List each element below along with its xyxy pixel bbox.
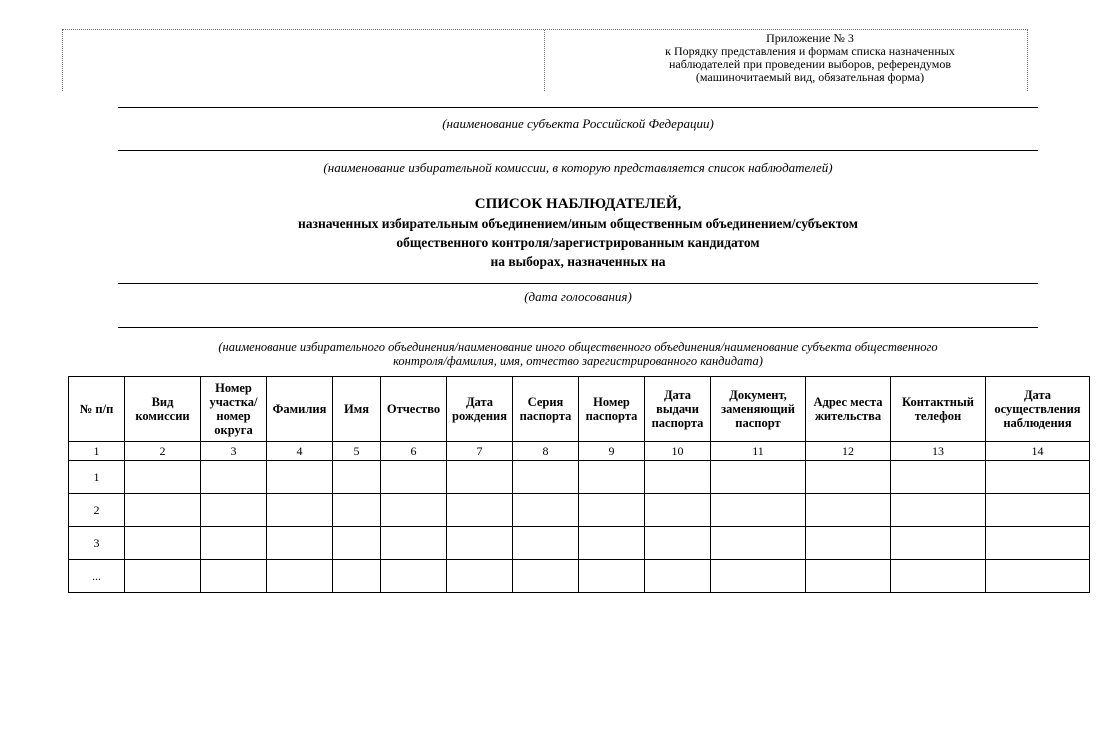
vote-date-caption: (дата голосования) [524, 289, 632, 304]
table-cell[interactable] [645, 560, 711, 593]
table-cell[interactable] [333, 527, 381, 560]
table-cell[interactable] [711, 527, 806, 560]
organization-caption [130, 340, 1026, 368]
table-cell[interactable] [891, 461, 986, 494]
table-cell[interactable] [711, 494, 806, 527]
table-cell[interactable] [986, 527, 1090, 560]
header-cell: № п/п [69, 377, 125, 442]
table-cell[interactable] [806, 527, 891, 560]
table-cell[interactable] [333, 494, 381, 527]
table-cell[interactable] [806, 494, 891, 527]
table-row [69, 494, 1090, 527]
table-cell[interactable] [579, 560, 645, 593]
commission-caption: (наименование избирательной комиссии, в которую представляется список наблюдателей) [323, 160, 833, 175]
table-cell[interactable] [711, 560, 806, 593]
organization-caption-line-1: (наименование избирательного объединения/наименование иного общественного объединения/наименование субъекта общественного [218, 340, 938, 354]
table-cell[interactable] [806, 560, 891, 593]
table-cell[interactable] [579, 494, 645, 527]
table-cell[interactable] [513, 494, 579, 527]
column-number-cell: 12 [806, 442, 891, 461]
table-cell[interactable] [267, 560, 333, 593]
organization-caption-line-2: контроля/фамилия, имя, отчество зарегистрированного кандидата) [393, 354, 763, 368]
column-number-cell: 10 [645, 442, 711, 461]
organization-fill-line [118, 327, 1038, 328]
header-cell: Номер паспорта [579, 377, 645, 442]
column-number-cell: 6 [381, 442, 447, 461]
subject-fill-line [118, 107, 1038, 108]
table-cell[interactable] [381, 560, 447, 593]
table-cell[interactable] [381, 527, 447, 560]
table-cell[interactable] [645, 461, 711, 494]
appendix-line-2: к Порядку представления и формам списка назначенных [665, 44, 955, 58]
table-cell[interactable] [891, 494, 986, 527]
table-cell[interactable] [267, 461, 333, 494]
column-number-cell: 7 [447, 442, 513, 461]
column-number-cell: 2 [125, 442, 201, 461]
vote-date-fill-line [118, 283, 1038, 284]
row-number-cell: 3 [69, 527, 125, 560]
row-number-cell: 2 [69, 494, 125, 527]
table-cell[interactable] [125, 461, 201, 494]
table-row [69, 461, 1090, 494]
table-cell[interactable] [579, 527, 645, 560]
table-cell[interactable] [201, 527, 267, 560]
header-box-divider [544, 30, 545, 91]
table-cell[interactable] [513, 527, 579, 560]
title-line-3: общественного контроля/зарегистрированным кандидатом [396, 235, 760, 250]
observers-table [68, 376, 1090, 593]
title-line-2: назначенных избирательным объединением/иным общественным объединением/субъектом [298, 216, 858, 231]
appendix-number: Приложение № 3 [766, 31, 854, 45]
column-number-cell: 11 [711, 442, 806, 461]
table-cell[interactable] [513, 560, 579, 593]
table-cell[interactable] [125, 560, 201, 593]
column-number-cell: 8 [513, 442, 579, 461]
header-cell: Дата выдачи паспорта [645, 377, 711, 442]
header-cell: Вид комиссии [125, 377, 201, 442]
commission-fill-line [118, 150, 1038, 151]
table-cell[interactable] [986, 494, 1090, 527]
table-cell[interactable] [201, 560, 267, 593]
row-number-cell: 1 [69, 461, 125, 494]
column-number-cell: 13 [891, 442, 986, 461]
header-cell: Номер участка/ номер округа [201, 377, 267, 442]
table-header-row [69, 377, 1090, 442]
table-cell[interactable] [333, 560, 381, 593]
table-data-body [69, 461, 1090, 593]
table-cell[interactable] [125, 494, 201, 527]
column-number-cell: 3 [201, 442, 267, 461]
table-cell[interactable] [579, 461, 645, 494]
table-cell[interactable] [891, 560, 986, 593]
header-cell: Фамилия [267, 377, 333, 442]
column-number-cell: 5 [333, 442, 381, 461]
table-row [69, 527, 1090, 560]
header-cell: Отчество [381, 377, 447, 442]
table-cell[interactable] [645, 494, 711, 527]
header-cell: Документ, заменяющий паспорт [711, 377, 806, 442]
table-cell[interactable] [447, 527, 513, 560]
column-number-cell: 9 [579, 442, 645, 461]
table-row [69, 560, 1090, 593]
table-cell[interactable] [447, 461, 513, 494]
table-cell[interactable] [513, 461, 579, 494]
table-cell[interactable] [986, 560, 1090, 593]
header-cell: Имя [333, 377, 381, 442]
header-cell: Контактный телефон [891, 377, 986, 442]
table-cell[interactable] [381, 494, 447, 527]
table-cell[interactable] [201, 461, 267, 494]
document-title: СПИСОК НАБЛЮДАТЕЛЕЙ, [474, 196, 682, 212]
header-cell: Дата рождения [447, 377, 513, 442]
table-cell[interactable] [447, 494, 513, 527]
title-line-4: на выборах, назначенных на [490, 254, 666, 269]
header-cell: Дата осуществления наблюдения [986, 377, 1090, 442]
table-cell[interactable] [267, 527, 333, 560]
table-cell[interactable] [125, 527, 201, 560]
column-number-cell: 1 [69, 442, 125, 461]
table-cell[interactable] [381, 461, 447, 494]
table-cell[interactable] [986, 461, 1090, 494]
column-number-row [69, 442, 1090, 461]
table-cell[interactable] [333, 461, 381, 494]
table-cell[interactable] [201, 494, 267, 527]
table-cell[interactable] [267, 494, 333, 527]
appendix-note [600, 32, 1020, 84]
appendix-line-4: (машиночитаемый вид, обязательная форма) [695, 70, 925, 84]
table-cell[interactable] [711, 461, 806, 494]
table-cell[interactable] [447, 560, 513, 593]
table-cell[interactable] [645, 527, 711, 560]
header-cell: Адрес места жительства [806, 377, 891, 442]
header-cell: Серия паспорта [513, 377, 579, 442]
table-cell[interactable] [891, 527, 986, 560]
subject-caption: (наименование субъекта Российской Федерации) [442, 116, 714, 131]
table-cell[interactable] [806, 461, 891, 494]
row-number-cell: ... [69, 560, 125, 593]
appendix-line-3: наблюдателей при проведении выборов, референдумов [668, 57, 952, 71]
column-number-cell: 14 [986, 442, 1090, 461]
column-number-cell: 4 [267, 442, 333, 461]
